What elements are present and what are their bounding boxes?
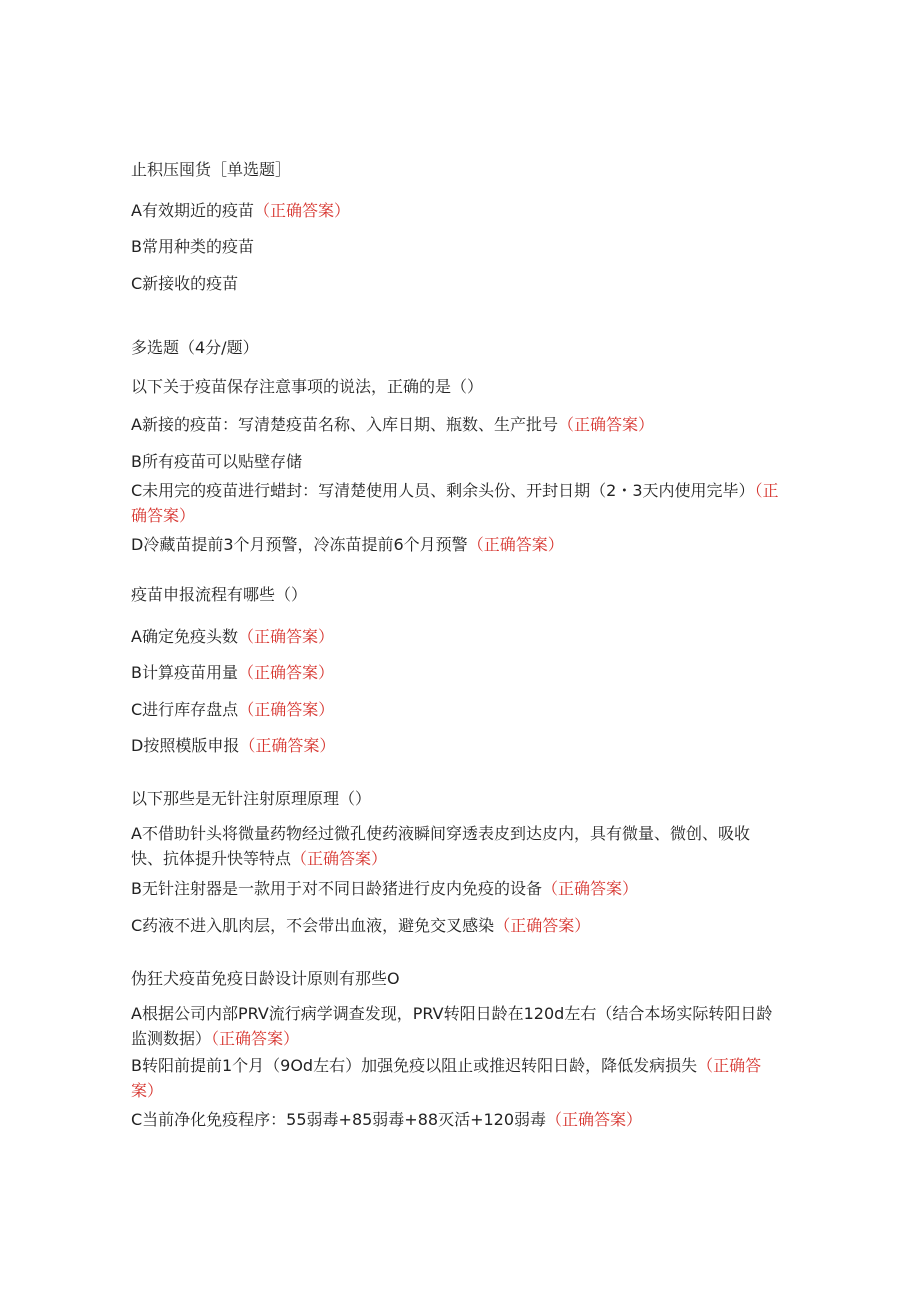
option-b [131, 1053, 779, 1103]
correct-answer-mark: （正确答案） [291, 849, 388, 868]
option-text: C进行库存盘点 [131, 700, 239, 719]
correct-answer-mark: （正确答案） [494, 916, 591, 935]
option-a [131, 624, 791, 649]
option-text: A根据公司内部PRV流行病学调查发现，PRV转阳日龄在120d左右（结合本场实际转阳日龄监测数据） [131, 1004, 773, 1048]
option-d [131, 532, 791, 557]
option-a [131, 198, 791, 223]
section-header: 多选题（4分/题） [131, 338, 259, 357]
correct-answer-mark: （正确答案） [237, 663, 334, 682]
correct-answer-mark: （正确答案） [557, 415, 654, 434]
option-a [131, 821, 779, 871]
option-text: D冷藏苗提前3个月预警，冷冻苗提前6个月预警 [131, 535, 468, 554]
option-text: C新接收的疫苗 [131, 274, 239, 293]
option-b [131, 449, 791, 474]
option-d [131, 733, 791, 758]
question-title: 以下关于疫苗保存注意事项的说法，正确的是（） [131, 377, 484, 396]
option-c [131, 697, 791, 722]
option-text: B无针注射器是一款用于对不同日龄猪进行皮内免疫的设备 [131, 879, 542, 898]
correct-answer-mark: （正确答案） [211, 1029, 300, 1048]
option-c [131, 1107, 791, 1132]
option-text: A有效期近的疫苗 [131, 201, 254, 220]
option-b [131, 876, 791, 901]
option-c [131, 478, 779, 528]
option-text: D按照模版申报 [131, 736, 240, 755]
correct-answer-mark: （正确答案） [238, 700, 335, 719]
option-c [131, 913, 791, 938]
option-text: C未用完的疫苗进行蜡封：写清楚使用人员、剩余头份、开封日期（2・3天内使用完毕） [131, 481, 755, 500]
correct-answer-mark: （正确答案） [546, 1110, 643, 1129]
question-title: 伪狂犬疫苗免疫日龄设计原则有那些O [131, 969, 400, 988]
option-text: A确定免疫头数 [131, 627, 238, 646]
option-b [131, 660, 791, 685]
question-title: 止积压囤货［单选题］ [131, 160, 292, 179]
option-a [131, 412, 791, 437]
option-text: A不借助针头将微量药物经过微孔使药液瞬间穿透表皮到达皮内，具有微量、微创、吸收快、抗体提升快等特点 [131, 824, 750, 868]
correct-answer-mark: （正确答案） [253, 201, 350, 220]
option-c [131, 271, 791, 296]
correct-answer-mark: （正确答案） [237, 627, 334, 646]
question-title: 以下那些是无针注射原理原理（） [131, 789, 372, 808]
option-text: C当前净化免疫程序：55弱毒+85弱毒+88灭活+120弱毒 [131, 1110, 547, 1129]
option-text: C药液不进入肌肉层，不会带出血液，避免交叉感染 [131, 916, 495, 935]
correct-answer-mark: （正确答案） [467, 535, 564, 554]
option-text: B所有疫苗可以贴壁存储 [131, 452, 302, 471]
correct-answer-mark: （正确答案） [131, 481, 779, 525]
correct-answer-mark: （正确答案） [541, 879, 638, 898]
option-text: B常用种类的疫苗 [131, 237, 254, 256]
option-text: A新接的疫苗：写清楚疫苗名称、入库日期、瓶数、生产批号 [131, 415, 558, 434]
question-title: 疫苗申报流程有哪些（） [131, 585, 308, 604]
option-text: B计算疫苗用量 [131, 663, 238, 682]
correct-answer-mark: （正确答案） [239, 736, 336, 755]
correct-answer-mark: （正确答案） [131, 1056, 762, 1100]
option-text: B转阳前提前1个月（9Od左右）加强免疫以阻止或推迟转阳日龄，降低发病损失 [131, 1056, 698, 1075]
option-a [131, 1001, 779, 1051]
option-b [131, 234, 791, 259]
